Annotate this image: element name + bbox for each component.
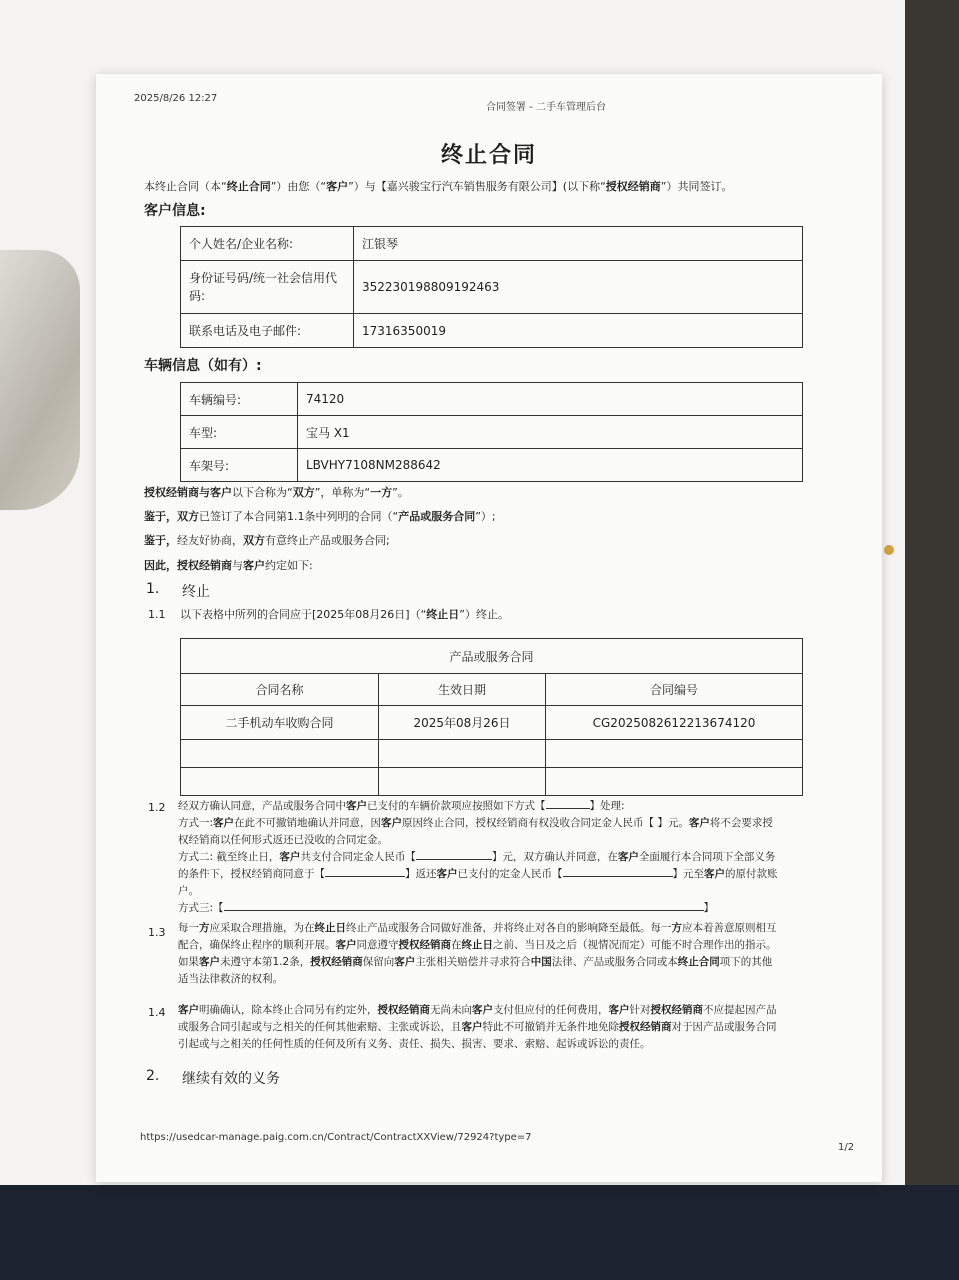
whereas-text: 产品或服务合同 bbox=[398, 510, 476, 523]
clause-text: 客户 bbox=[688, 817, 710, 829]
document-title: 终止合同 bbox=[440, 143, 537, 168]
table-row bbox=[181, 383, 803, 416]
clause-text: 】处理: bbox=[589, 800, 625, 812]
intro-term: 终止合同 bbox=[226, 180, 271, 193]
clause-text: 授权经销商 bbox=[619, 1021, 672, 1033]
clause-text: 方式三:【 bbox=[178, 902, 224, 914]
clause-line bbox=[178, 1002, 848, 1019]
clause-line bbox=[178, 954, 848, 971]
table-row bbox=[181, 261, 803, 314]
clause-text: 客户 bbox=[346, 800, 367, 812]
therefore-text: 与 bbox=[232, 559, 243, 572]
parties-text: 授权经销商与客户 bbox=[144, 486, 232, 499]
clause-text: 客户 bbox=[617, 851, 639, 863]
row-value: 宝马 X1 bbox=[298, 416, 803, 449]
floor bbox=[0, 1185, 959, 1280]
intro-paragraph bbox=[144, 178, 733, 194]
contract-name: 二手机动车收购合同 bbox=[181, 706, 379, 740]
clause-text: 授权经销商 bbox=[650, 1004, 703, 1016]
clause-text: 在 bbox=[451, 939, 462, 951]
clause-text: 项下的其他 bbox=[719, 956, 773, 968]
contract-table bbox=[180, 638, 803, 796]
clause-text: 终止日 bbox=[461, 939, 493, 951]
print-page-title: 合同签署 - 二手车管理后台 bbox=[486, 102, 606, 113]
whereas-text: 双方 bbox=[243, 534, 265, 547]
row-label: 车型: bbox=[181, 416, 298, 449]
clause-text: 法律、产品或服务合同或本 bbox=[551, 956, 678, 968]
clause-text: ”）终止。 bbox=[459, 608, 509, 621]
table-row bbox=[181, 227, 803, 261]
clause-line bbox=[178, 1019, 848, 1036]
clause-text: 已支付的车辆价款项应按照如下方式【 bbox=[367, 800, 546, 812]
empty-cell bbox=[379, 768, 546, 796]
clause-text: 客户 bbox=[213, 817, 235, 829]
contract-date: 2025年08月26日 bbox=[379, 706, 546, 740]
row-value: 江银琴 bbox=[354, 227, 803, 261]
therefore-clause bbox=[144, 557, 313, 574]
row-label: 联系电话及电子邮件: bbox=[181, 314, 354, 348]
parties-text: 双方 bbox=[292, 486, 315, 499]
intro-text: ”）共同签订。 bbox=[660, 180, 733, 193]
clause-text: 共支付合同定金人民币【 bbox=[300, 851, 416, 863]
clause-text: 客户 bbox=[381, 817, 403, 829]
blank-field bbox=[416, 859, 492, 860]
clause-text: 方 bbox=[671, 922, 682, 934]
clause-line bbox=[178, 849, 848, 866]
clause-line bbox=[178, 815, 848, 832]
clause-text: 客户 bbox=[335, 939, 357, 951]
whereas-text: 已签订了本合同第1.1条中列明的合同（“ bbox=[199, 510, 399, 523]
clause-line bbox=[178, 900, 848, 917]
clause-text: 经双方确认同意，产品或服务合同中 bbox=[178, 800, 346, 812]
table-row bbox=[181, 674, 803, 706]
row-value: 74120 bbox=[298, 383, 803, 416]
empty-cell bbox=[546, 740, 803, 768]
parties-text: 一方 bbox=[370, 486, 393, 499]
clause-number: 1.3 bbox=[148, 926, 166, 939]
clause-line bbox=[178, 798, 848, 815]
intro-customer: 客户 bbox=[326, 180, 349, 193]
clause-text: 】 bbox=[703, 902, 715, 914]
section-1-title: 终止 bbox=[182, 584, 210, 600]
clause-text: 客户 bbox=[279, 851, 301, 863]
clause-text: 对于因产品或服务合同 bbox=[671, 1021, 777, 1033]
clause-line: 户。 bbox=[178, 885, 199, 897]
row-label: 个人姓名/企业名称: bbox=[181, 227, 354, 261]
clause-text: 客户 bbox=[472, 1004, 493, 1016]
vehicle-info-heading: 车辆信息（如有）: bbox=[144, 358, 262, 374]
intro-dealer: 授权经销商 bbox=[605, 180, 661, 193]
row-label: 身份证号码/统一社会信用代码: bbox=[181, 261, 354, 314]
table-row bbox=[181, 416, 803, 449]
clause-text: 的原付款账 bbox=[725, 868, 778, 880]
clause-line bbox=[178, 920, 848, 937]
empty-cell bbox=[546, 768, 803, 796]
clause-text: 授权经销商 bbox=[398, 939, 451, 951]
clause-1-2 bbox=[178, 798, 848, 917]
clause-1-4 bbox=[178, 1002, 848, 1053]
clause-number: 1.2 bbox=[148, 801, 166, 814]
vehicle-info-table bbox=[180, 382, 803, 482]
parties-text: ”。 bbox=[392, 486, 409, 499]
clause-text: 以下表格中所列的合同应于[2025年08月26日]（“ bbox=[180, 608, 427, 621]
blank-field bbox=[224, 910, 704, 911]
clause-text: 客户 bbox=[704, 868, 725, 880]
clause-text: 配合，确保终止程序的顺利开展。 bbox=[178, 939, 336, 951]
therefore-text: 因此，授权经销商 bbox=[144, 559, 232, 572]
customer-info-table bbox=[180, 226, 803, 348]
clause-text: 授权经销商 bbox=[377, 1004, 430, 1016]
clause-text: 终止产品或服务合同做好准备，并将终止对各自的影响降至最低。每一 bbox=[346, 922, 672, 934]
contract-table-caption: 产品或服务合同 bbox=[181, 639, 803, 674]
clause-text: 授权经销商 bbox=[310, 956, 363, 968]
clause-text: 终止日 bbox=[314, 922, 346, 934]
pushpin bbox=[884, 545, 894, 555]
clause-text: 如果 bbox=[178, 956, 199, 968]
clause-text: 客户 bbox=[436, 868, 458, 880]
column-header: 合同编号 bbox=[546, 674, 803, 706]
clause-number: 1.1 bbox=[148, 608, 166, 621]
clause-text: 或服务合同引起或与之相关的任何其他索赔、主张或诉讼，且 bbox=[178, 1021, 462, 1033]
clause-line bbox=[178, 866, 848, 883]
clause-number: 1.4 bbox=[148, 1006, 166, 1019]
column-header: 生效日期 bbox=[379, 674, 546, 706]
whereas-clause-1 bbox=[144, 508, 496, 525]
intro-text: ”）与【嘉兴骏宝行汽车销售服务有限公司】(以下称“ bbox=[348, 180, 606, 193]
clause-text: 无尚未向 bbox=[430, 1004, 472, 1016]
clause-text: 全面履行本合同项下全部义务 bbox=[638, 851, 776, 863]
parties-text: ”，单称为“ bbox=[314, 486, 371, 499]
row-value: 17316350019 bbox=[354, 314, 803, 348]
clause-text: 针对 bbox=[629, 1004, 651, 1016]
section-2-title: 继续有效的义务 bbox=[182, 1071, 280, 1087]
empty-cell bbox=[379, 740, 546, 768]
clause-text: 明确确认，除本终止合同另有约定外， bbox=[199, 1004, 378, 1016]
table-row bbox=[181, 449, 803, 482]
clause-text: 客户 bbox=[608, 1004, 630, 1016]
clause-text: 客户 bbox=[394, 956, 416, 968]
whereas-text: 双方 bbox=[177, 510, 199, 523]
clause-text: 同意遵守 bbox=[356, 939, 399, 951]
table-row bbox=[181, 314, 803, 348]
clause-text: 终止日 bbox=[426, 608, 460, 621]
intro-text: ”）由您（“ bbox=[270, 180, 327, 193]
section-2-number: 2. bbox=[146, 1068, 160, 1084]
clause-text: 的条件下，授权经销商同意于【 bbox=[178, 868, 325, 880]
contract-number: CG2025082612213674120 bbox=[546, 706, 803, 740]
clause-text: 保留向 bbox=[362, 956, 395, 968]
clause-text: 已支付的定金人民币【 bbox=[457, 868, 563, 880]
table-row bbox=[181, 639, 803, 674]
clause-line: 权经销商以任何形式返还已没收的合同定金。 bbox=[178, 834, 388, 846]
clause-1-3 bbox=[178, 920, 848, 988]
clause-text: 原因终止合同，授权经销商有权没收合同定金人民币【 】元。 bbox=[402, 817, 689, 829]
footer-url: https://usedcar-manage.paig.com.cn/Contract/ContractXXView/72924?type=7 bbox=[140, 1132, 532, 1143]
parties-clause bbox=[144, 484, 409, 501]
row-label: 车辆编号: bbox=[181, 383, 298, 416]
blank-field bbox=[546, 808, 590, 809]
clause-text: 】元至 bbox=[672, 868, 704, 880]
clause-text: 方式一: bbox=[178, 817, 214, 829]
whereas-text: 鉴于， bbox=[144, 534, 177, 547]
therefore-text: 客户 bbox=[243, 559, 265, 572]
whereas-text: 鉴于， bbox=[144, 510, 177, 523]
whereas-text: ”）; bbox=[475, 510, 496, 523]
empty-cell bbox=[181, 740, 379, 768]
empty-cell bbox=[181, 768, 379, 796]
clause-text: 未遵守本第1.2条， bbox=[220, 956, 311, 968]
plastic-bag bbox=[0, 250, 80, 510]
column-header: 合同名称 bbox=[181, 674, 379, 706]
clause-line: 引起或与之相关的任何性质的任何及所有义务、责任、损失、损害、要求、索赔、起诉或诉讼的责任。 bbox=[178, 1038, 651, 1050]
whereas-clause-2 bbox=[144, 532, 390, 549]
clause-text: 】返还 bbox=[405, 868, 437, 880]
clause-text: 应采取合理措施，为在 bbox=[209, 922, 315, 934]
footer-page-number: 1/2 bbox=[838, 1142, 855, 1153]
whereas-text: 经友好协商， bbox=[177, 534, 243, 547]
document-page bbox=[96, 74, 882, 1182]
section-1-number: 1. bbox=[146, 581, 160, 597]
clause-text: 客户 bbox=[199, 956, 220, 968]
blank-field bbox=[563, 876, 673, 877]
intro-text: 本终止合同（本“ bbox=[144, 180, 227, 193]
clause-text: 在此不可撤销地确认并同意，因 bbox=[234, 817, 382, 829]
clause-line: 适当法律救济的权利。 bbox=[178, 973, 283, 985]
clause-text: 】元，双方确认并同意，在 bbox=[491, 851, 618, 863]
row-value: 352230198809192463 bbox=[354, 261, 803, 314]
clause-text: 将不会要求授 bbox=[709, 817, 773, 829]
clause-text: 方式二: 截至终止日， bbox=[178, 851, 280, 863]
table-row bbox=[181, 768, 803, 796]
clause-text: 中国 bbox=[530, 956, 552, 968]
clause-text: 终止合同 bbox=[677, 956, 720, 968]
blank-field bbox=[325, 876, 405, 877]
clause-text: 主张相关赔偿并寻求符合 bbox=[415, 956, 531, 968]
clause-text: 客户 bbox=[178, 1004, 199, 1016]
clause-line bbox=[178, 937, 848, 954]
clause-text: 特此不可撤销并无条件地免除 bbox=[482, 1021, 619, 1033]
row-label: 车架号: bbox=[181, 449, 298, 482]
parties-text: 以下合称为“ bbox=[232, 486, 293, 499]
background-edge bbox=[905, 0, 959, 1185]
table-row bbox=[181, 740, 803, 768]
clause-text: 支付但应付的任何费用， bbox=[493, 1004, 609, 1016]
customer-info-heading: 客户信息: bbox=[144, 203, 206, 219]
clause-text: 每一 bbox=[178, 922, 199, 934]
therefore-text: 约定如下: bbox=[265, 559, 313, 572]
clause-text: 之前、当日及之后（视情况而定）可能不时合理作出的指示。 bbox=[493, 939, 777, 951]
row-value: LBVHY7108NM288642 bbox=[298, 449, 803, 482]
whereas-text: 有意终止产品或服务合同; bbox=[265, 534, 390, 547]
clause-text: 不应提起因产品 bbox=[703, 1004, 777, 1016]
clause-1-1 bbox=[180, 606, 509, 623]
clause-text: 方 bbox=[199, 922, 210, 934]
clause-text: 应本着善意原则相互 bbox=[682, 922, 777, 934]
table-row bbox=[181, 706, 803, 740]
clause-text: 客户 bbox=[461, 1021, 483, 1033]
print-timestamp: 2025/8/26 12:27 bbox=[134, 93, 218, 104]
